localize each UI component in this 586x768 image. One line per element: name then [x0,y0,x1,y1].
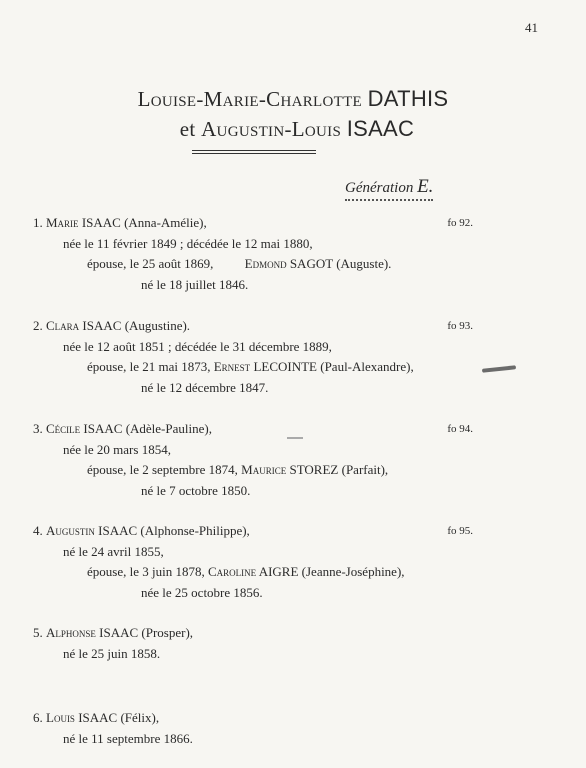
child-given-name: Cécile [46,421,81,436]
birth-line: née le 11 février 1849 ; décédée le 12 mai 1880, [63,235,313,251]
child-surname: ISAAC [82,318,122,333]
birth-line: né le 25 juin 1858. [63,645,161,661]
marriage-line [33,357,473,378]
folio-reference: fo 94. [447,423,473,435]
title-line-2 [0,114,586,144]
spouse-birth-line: née le 25 octobre 1856. [141,584,263,600]
ink-smudge [482,365,516,373]
marriage-text: épouse, le 21 mai 1873, [87,359,211,374]
birth-line: né le 24 avril 1855, [63,543,164,559]
child-surname: ISAAC [99,625,139,640]
child-given-name: Louis [46,710,75,725]
title-surname-2: ISAAC [346,116,415,141]
title-double-rule [192,150,316,156]
child-surname: ISAAC [81,215,121,230]
list-item [33,419,473,501]
marriage-text: épouse, le 2 septembre 1874, [87,462,238,477]
child-name-line [33,708,473,729]
child-surname: ISAAC [83,421,123,436]
page-title [0,84,586,144]
marriage-line [33,254,473,275]
list-item [33,316,473,398]
spouse-given-name: Caroline [207,564,257,579]
child-surname: ISAAC [78,710,118,725]
child-given-name: Marie [46,215,79,230]
spouse-surname: STOREZ [289,462,339,477]
child-surname: ISAAC [98,523,138,538]
generation-label [345,176,433,201]
spouse-other-names: (Jeanne-Joséphine), [301,564,405,579]
title-given-names-2: Augustin-Louis [201,117,342,141]
title-given-names-1: Louise-Marie-Charlotte [137,87,362,111]
folio-reference: fo 95. [447,525,473,537]
child-name-line [33,521,473,542]
child-name-line [33,213,473,234]
child-other-names: (Alphonse-Philippe), [140,523,250,538]
ink-smudge [287,437,303,439]
entry-number: 1. [33,215,43,230]
marriage-line [33,562,473,583]
child-name-line [33,623,473,644]
child-given-name: Alphonse [46,625,96,640]
list-item [33,708,473,749]
spouse-other-names: (Paul-Alexandre), [320,359,414,374]
child-given-name: Augustin [46,523,95,538]
spouse-other-names: (Auguste). [336,256,392,271]
child-name-line [33,419,473,440]
entry-number: 4. [33,523,43,538]
spouse-given-name: Ernest [213,359,251,374]
title-surname-1: DATHIS [367,86,449,111]
child-other-names: (Augustine). [124,318,191,333]
birth-line: né le 11 septembre 1866. [63,730,193,746]
generation-letter: E. [417,176,434,197]
spouse-other-names: (Parfait), [341,462,389,477]
list-item [33,213,473,295]
spouse-surname: SAGOT [289,256,333,271]
entry-number: 6. [33,710,43,725]
child-other-names: (Félix), [120,710,160,725]
spouse-birth-line: né le 7 octobre 1850. [141,482,251,498]
folio-reference: fo 92. [447,217,473,229]
title-conjunction: et [179,117,196,141]
marriage-text: épouse, le 3 juin 1878, [87,564,205,579]
spouse-given-name: Edmond [244,256,287,271]
child-other-names: (Anna-Amélie), [124,215,207,230]
child-other-names: (Prosper), [141,625,194,640]
spouse-given-name: Maurice [241,462,287,477]
spouse-birth-line: né le 18 juillet 1846. [141,276,249,292]
page-number: 41 [525,20,538,35]
marriage-text: épouse, le 25 août 1869, [87,256,214,271]
spouse-surname: LECOINTE [253,359,317,374]
marriage-line [33,460,473,481]
entry-number: 2. [33,318,43,333]
list-item [33,623,473,664]
list-item [33,521,473,603]
spouse-surname: AIGRE [258,564,299,579]
child-name-line [33,316,473,337]
birth-line: née le 12 août 1851 ; décédée le 31 décembre 1889, [63,338,332,354]
entry-number: 3. [33,421,43,436]
child-given-name: Clara [46,318,80,333]
entry-number: 5. [33,625,43,640]
folio-reference: fo 93. [447,320,473,332]
generation-word: Génération [345,180,414,196]
birth-line: née le 20 mars 1854, [63,441,171,457]
child-other-names: (Adèle-Pauline), [125,421,212,436]
spouse-birth-line: né le 12 décembre 1847. [141,379,269,395]
title-line-1 [0,84,586,114]
